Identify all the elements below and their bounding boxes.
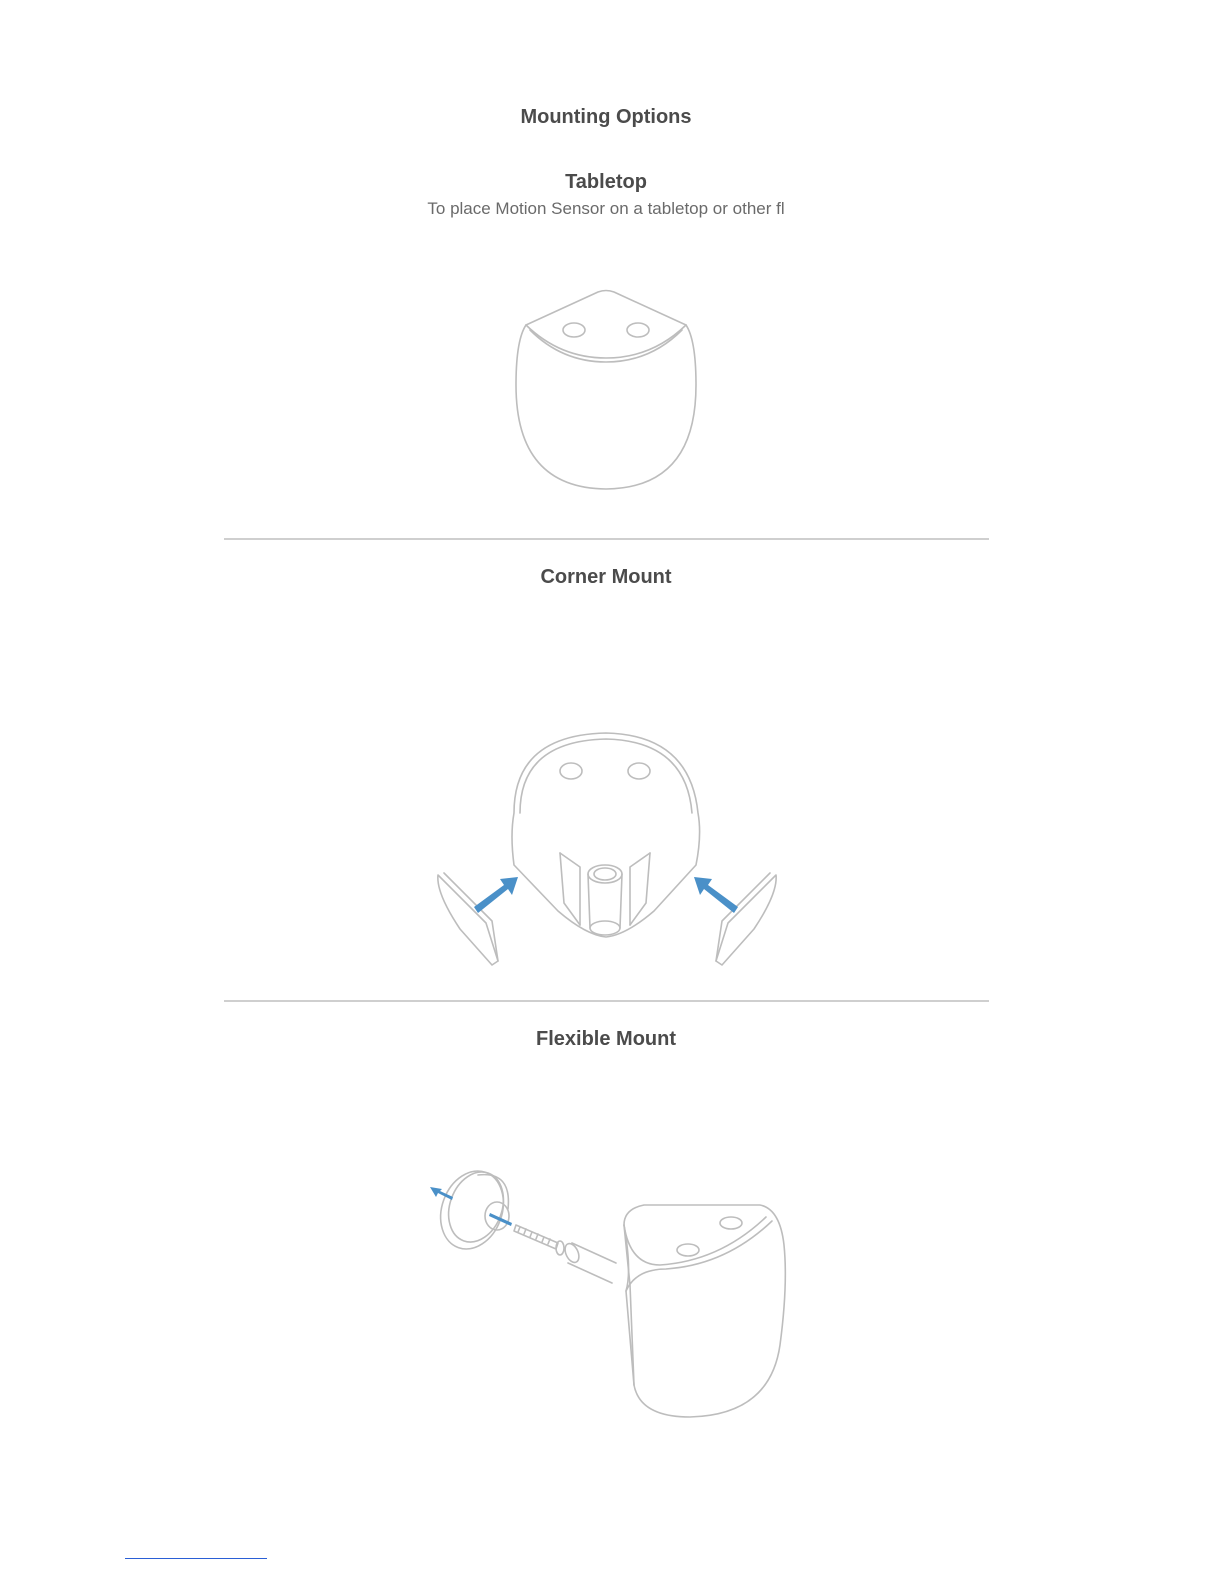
arrow-left xyxy=(474,877,518,913)
mount-hole xyxy=(677,1244,699,1256)
section-divider xyxy=(224,538,989,540)
mount-hole xyxy=(627,323,649,337)
tabletop-description: To place Motion Sensor on a tabletop or other fl xyxy=(427,199,785,218)
flexible-mount-illustration xyxy=(420,1165,800,1427)
corner-mount-illustration xyxy=(430,725,785,970)
right-adhesive-plate xyxy=(716,875,776,965)
footnote-rule xyxy=(125,1558,267,1559)
tabletop-sensor-illustration xyxy=(500,280,710,500)
sensor-top-plate xyxy=(526,291,686,326)
left-adhesive-plate xyxy=(438,875,498,965)
mount-hole xyxy=(628,763,650,779)
sensor-body xyxy=(512,733,700,937)
sensor-body xyxy=(516,325,696,489)
tabletop-heading: Tabletop xyxy=(565,171,647,193)
section-divider xyxy=(224,1000,989,1002)
mount-hole xyxy=(560,763,582,779)
mount-hole xyxy=(563,323,585,337)
arrow-right xyxy=(694,877,738,913)
sensor-body xyxy=(624,1205,785,1417)
page-title: Mounting Options xyxy=(520,106,692,128)
corner-mount-heading: Corner Mount xyxy=(540,566,672,588)
flexible-mount-heading: Flexible Mount xyxy=(536,1028,676,1050)
mount-hole xyxy=(720,1217,742,1229)
wall-base xyxy=(430,1162,514,1258)
